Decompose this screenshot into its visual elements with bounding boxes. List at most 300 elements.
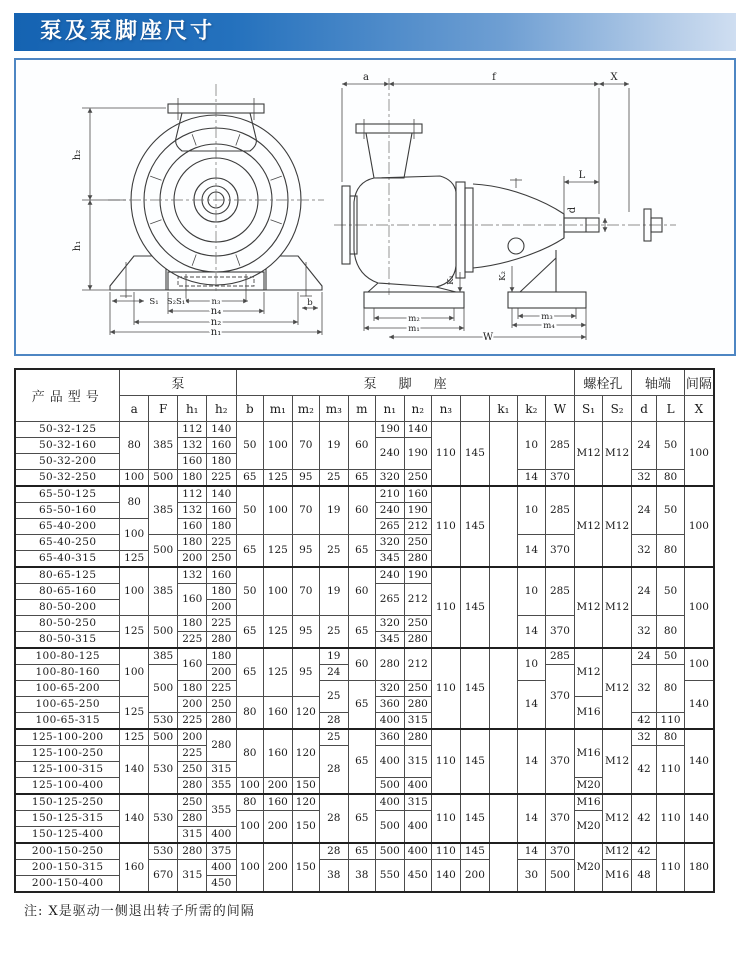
dim-cell: 160 <box>178 454 207 470</box>
dim-cell: 14 <box>517 843 546 860</box>
dim-cell: 145 <box>460 486 490 567</box>
dim-cell: 210 <box>376 486 405 503</box>
dim-cell: 200 <box>178 551 207 568</box>
dim-cell: 32 <box>631 616 656 649</box>
model-cell: 100-65-200 <box>15 681 120 697</box>
dim-cell: 10 <box>517 422 546 470</box>
model-cell: 100-65-315 <box>15 713 120 730</box>
dim-cell: 280 <box>178 811 207 827</box>
dim-cell <box>490 648 518 729</box>
dim-cell: 200 <box>264 843 293 892</box>
dim-cell: 225 <box>178 632 207 649</box>
dim-cell: M16 <box>574 794 603 811</box>
dim-cell: 28 <box>320 746 349 795</box>
dim-cell: 385 <box>148 422 178 470</box>
dim-label-w: W <box>482 332 494 343</box>
dim-cell <box>490 486 518 567</box>
model-cell: 125-100-315 <box>15 762 120 778</box>
dim-cell: M12 <box>603 794 632 843</box>
dim-cell: 250 <box>206 551 236 568</box>
column-header: m₁ <box>264 396 293 422</box>
dim-cell: 140 <box>120 794 149 843</box>
dim-cell: 42 <box>631 794 656 843</box>
dim-label-l: L <box>578 170 586 181</box>
dim-cell: 370 <box>546 535 575 568</box>
dim-cell: 65 <box>348 616 376 649</box>
dim-cell: 32 <box>631 470 656 487</box>
column-group-header: 产品型号 <box>15 369 120 422</box>
dim-cell: 280 <box>404 729 432 746</box>
dim-cell: 400 <box>376 746 405 778</box>
dim-cell: 225 <box>206 535 236 551</box>
dim-cell: 530 <box>148 746 178 795</box>
dim-cell: 500 <box>148 665 178 713</box>
dim-cell: M12 <box>574 648 603 697</box>
dim-cell: 145 <box>460 567 490 648</box>
dim-cell: 400 <box>206 827 236 844</box>
dim-cell: 285 <box>546 486 575 535</box>
dim-cell: M12 <box>603 567 632 648</box>
dim-cell: 65 <box>348 535 376 568</box>
dim-cell: 100 <box>264 422 293 470</box>
dim-cell: 25 <box>320 681 349 713</box>
dim-cell: 140 <box>684 681 714 730</box>
dim-cell: 10 <box>517 567 546 616</box>
dim-cell: 315 <box>178 860 207 893</box>
dim-cell: M16 <box>574 697 603 730</box>
dim-cell: 200 <box>178 697 207 713</box>
dim-cell: 190 <box>404 503 432 519</box>
dim-cell: 500 <box>148 535 178 568</box>
dim-cell: 38 <box>348 860 376 893</box>
dim-cell: M12 <box>574 567 603 648</box>
pump-side-view <box>334 72 676 343</box>
dim-cell: 50 <box>657 486 685 535</box>
dim-cell: 100 <box>120 648 149 697</box>
model-cell: 100-80-160 <box>15 665 120 681</box>
dim-cell: 400 <box>206 860 236 876</box>
dim-cell: 125 <box>264 648 293 697</box>
dim-cell: 145 <box>460 422 490 487</box>
table-row <box>15 729 714 746</box>
dim-cell: 250 <box>178 794 207 811</box>
dim-cell: 180 <box>684 843 714 892</box>
dim-cell: M20 <box>574 811 603 844</box>
dim-cell: 280 <box>404 632 432 649</box>
column-header: b <box>236 396 264 422</box>
dim-cell: 145 <box>460 648 490 729</box>
dim-cell: 145 <box>460 794 490 843</box>
dim-cell: 385 <box>148 648 178 665</box>
model-cell: 100-80-125 <box>15 648 120 665</box>
dim-cell: 125 <box>264 616 293 649</box>
dim-cell: 140 <box>684 729 714 794</box>
dim-cell: 80 <box>657 665 685 713</box>
model-cell: 50-32-160 <box>15 438 120 454</box>
column-header: h₁ <box>178 396 207 422</box>
dim-cell: 265 <box>376 519 405 535</box>
page-title: 泵及泵脚座尺寸 <box>14 13 736 51</box>
dim-cell: 50 <box>236 422 264 470</box>
dim-cell: 60 <box>348 648 376 681</box>
column-header: m₂ <box>292 396 320 422</box>
model-cell: 100-65-250 <box>15 697 120 713</box>
dim-cell: 38 <box>320 860 349 893</box>
dim-label-m4: m₄ <box>543 321 555 331</box>
table-row <box>15 567 714 584</box>
dim-cell: 180 <box>178 616 207 632</box>
model-cell: 125-100-400 <box>15 778 120 795</box>
dim-cell: 50 <box>657 567 685 616</box>
dim-cell: 530 <box>148 794 178 843</box>
dim-cell: 95 <box>292 470 320 487</box>
dim-cell: 285 <box>546 567 575 616</box>
dim-cell: M12 <box>603 648 632 729</box>
dim-cell: 160 <box>178 519 207 535</box>
dim-cell: 280 <box>404 551 432 568</box>
dim-cell: 370 <box>546 843 575 860</box>
dim-cell: 160 <box>404 486 432 503</box>
dim-cell: 250 <box>404 470 432 487</box>
dim-cell: 50 <box>657 648 685 665</box>
dim-cell: 100 <box>684 648 714 681</box>
dim-label-n4: n₄ <box>210 306 222 317</box>
dim-cell: 160 <box>206 567 236 584</box>
dim-cell: 120 <box>292 729 320 778</box>
dim-cell: 370 <box>546 794 575 843</box>
dim-cell: 25 <box>320 470 349 487</box>
column-header: k₂ <box>517 396 546 422</box>
dim-cell: 320 <box>376 470 405 487</box>
dim-cell: 25 <box>320 535 349 568</box>
model-cell: 50-32-200 <box>15 454 120 470</box>
dim-cell: 450 <box>206 876 236 893</box>
dim-cell: M12 <box>574 486 603 567</box>
dim-cell: 400 <box>376 794 405 811</box>
column-group-header: 泵脚座 <box>236 369 574 396</box>
dim-cell: 80 <box>120 486 149 519</box>
dim-cell: 100 <box>120 519 149 551</box>
dim-cell: 70 <box>292 567 320 616</box>
dim-cell: 400 <box>404 778 432 795</box>
dim-label-n1: n₁ <box>210 327 222 338</box>
dim-cell: 320 <box>376 681 405 697</box>
dim-cell: 315 <box>404 713 432 730</box>
dim-cell: 112 <box>178 422 207 438</box>
dimension-table <box>14 368 715 893</box>
model-cell: 125-100-200 <box>15 729 120 746</box>
dim-cell: 500 <box>148 729 178 746</box>
dim-cell: 125 <box>264 470 293 487</box>
dim-cell: 360 <box>376 729 405 746</box>
dim-cell: 28 <box>320 713 349 730</box>
dim-label-m1: m₁ <box>408 324 420 334</box>
footnote: 注: X是驱动一侧退出转子所需的间隔 <box>24 904 255 919</box>
dim-cell: 530 <box>148 843 178 860</box>
dim-label-b: b <box>307 298 313 308</box>
dim-label-h2: h₂ <box>72 149 83 161</box>
dim-cell: 80 <box>657 470 685 487</box>
dim-cell: 24 <box>631 486 656 535</box>
dim-cell: 28 <box>320 794 349 843</box>
dim-cell: 50 <box>236 486 264 535</box>
model-cell: 200-150-400 <box>15 876 120 893</box>
dim-cell: 370 <box>546 616 575 649</box>
dim-cell: M12 <box>603 843 632 860</box>
dim-cell: 100 <box>120 567 149 616</box>
table-row <box>15 422 714 438</box>
dim-cell: 550 <box>376 860 405 893</box>
dim-cell: 180 <box>178 470 207 487</box>
dim-cell: M16 <box>574 729 603 778</box>
model-cell: 50-32-125 <box>15 422 120 438</box>
dim-cell: 355 <box>206 778 236 795</box>
dim-cell: 19 <box>320 422 349 470</box>
dim-label-s1: S₁ <box>149 297 159 307</box>
dim-cell: 500 <box>376 778 405 795</box>
dim-label-d: d <box>567 206 578 214</box>
dim-label-m2: m₂ <box>408 314 420 324</box>
column-group-header: 螺栓孔 <box>574 369 631 396</box>
dim-cell: 190 <box>404 438 432 470</box>
dim-cell: 19 <box>320 567 349 616</box>
dim-cell: 180 <box>206 648 236 665</box>
dim-cell: M12 <box>603 486 632 567</box>
table-row <box>15 486 714 503</box>
column-header: m <box>348 396 376 422</box>
dim-cell: 200 <box>206 600 236 616</box>
dim-cell: 100 <box>684 567 714 648</box>
dim-cell: 500 <box>546 860 575 893</box>
dim-cell: 265 <box>376 584 405 616</box>
dim-label-m3: m₃ <box>541 312 553 322</box>
model-cell: 65-40-315 <box>15 551 120 568</box>
dim-label-h1: h₁ <box>72 240 83 252</box>
dim-cell: 25 <box>320 616 349 649</box>
dim-cell: 160 <box>120 843 149 892</box>
dim-cell: 180 <box>178 535 207 551</box>
dim-cell: 65 <box>236 470 264 487</box>
dim-cell: 125 <box>120 697 149 730</box>
dim-cell: 500 <box>376 843 405 860</box>
dim-label-k2: K₂ <box>498 271 508 281</box>
dim-cell: 110 <box>657 843 685 892</box>
dim-cell: 160 <box>206 503 236 519</box>
dim-cell: 125 <box>120 551 149 568</box>
dim-cell: 70 <box>292 486 320 535</box>
dim-cell: 65 <box>348 729 376 794</box>
dim-cell: 110 <box>432 567 461 648</box>
dim-cell: 400 <box>404 843 432 860</box>
model-cell: 150-125-315 <box>15 811 120 827</box>
dim-cell: 160 <box>264 697 293 730</box>
dim-cell: 110 <box>432 843 461 860</box>
dim-cell: 370 <box>546 470 575 487</box>
dim-cell: 285 <box>546 648 575 665</box>
dim-cell: 225 <box>206 681 236 697</box>
column-group-header: 泵 <box>120 369 236 396</box>
dim-cell: 125 <box>120 729 149 746</box>
dim-cell: 140 <box>206 422 236 438</box>
dim-cell: 100 <box>684 422 714 487</box>
dim-cell: 10 <box>517 486 546 535</box>
dim-cell: 100 <box>236 778 264 795</box>
dim-cell: 120 <box>292 697 320 730</box>
dim-cell: 180 <box>178 681 207 697</box>
dim-cell: 375 <box>206 843 236 860</box>
dim-label-k1: K₁ <box>446 275 456 285</box>
dim-cell: 280 <box>178 778 207 795</box>
dim-cell: 65 <box>348 470 376 487</box>
dim-cell: 320 <box>376 616 405 632</box>
dim-cell: 360 <box>376 697 405 713</box>
dim-label-f: f <box>492 72 496 83</box>
dim-cell: 110 <box>657 794 685 843</box>
dim-cell: 110 <box>657 746 685 795</box>
model-cell: 150-125-250 <box>15 794 120 811</box>
dim-cell: 190 <box>376 422 405 438</box>
model-cell: 65-50-160 <box>15 503 120 519</box>
dim-cell <box>490 422 518 487</box>
model-cell: 150-125-400 <box>15 827 120 844</box>
dim-cell: 60 <box>348 486 376 535</box>
dim-cell: 250 <box>404 681 432 697</box>
column-header: F <box>148 396 178 422</box>
column-header: n₁ <box>376 396 405 422</box>
dim-cell: M12 <box>603 422 632 487</box>
dim-cell: 355 <box>206 794 236 827</box>
dim-cell: M16 <box>603 860 632 893</box>
dim-cell: 315 <box>404 794 432 811</box>
column-header: L <box>657 396 685 422</box>
column-header: S₂ <box>603 396 632 422</box>
dim-cell: M12 <box>603 729 632 794</box>
column-header: n₃ <box>432 396 461 422</box>
dim-cell: 10 <box>517 648 546 681</box>
pump-front-view <box>72 84 324 338</box>
dim-cell: 100 <box>264 567 293 616</box>
dim-cell: 95 <box>292 648 320 697</box>
dim-cell: 200 <box>460 860 490 893</box>
dim-cell: 32 <box>631 535 656 568</box>
pump-drawings <box>16 60 718 350</box>
dim-cell: 500 <box>148 616 178 649</box>
dim-cell: 200 <box>264 811 293 844</box>
dim-cell: 110 <box>432 794 461 843</box>
dim-cell: 145 <box>460 729 490 794</box>
dim-cell: 670 <box>148 860 178 893</box>
dim-cell: 320 <box>376 535 405 551</box>
dim-cell: 100 <box>120 470 149 487</box>
dim-cell: 14 <box>517 535 546 568</box>
dim-cell: 80 <box>120 422 149 470</box>
dim-cell: 250 <box>404 535 432 551</box>
dim-cell: 19 <box>320 648 349 665</box>
dim-cell: 240 <box>376 567 405 584</box>
dim-cell: 14 <box>517 470 546 487</box>
dim-cell: 28 <box>320 843 349 860</box>
dim-cell: 132 <box>178 503 207 519</box>
dim-cell: 48 <box>631 860 656 893</box>
dim-cell: 280 <box>178 843 207 860</box>
dim-cell: 14 <box>517 794 546 843</box>
dim-cell: 50 <box>657 422 685 470</box>
dim-cell: 70 <box>292 422 320 470</box>
dim-cell: 160 <box>178 648 207 681</box>
dim-cell: 65 <box>236 616 264 649</box>
dim-cell: 80 <box>236 729 264 778</box>
model-cell: 80-50-250 <box>15 616 120 632</box>
dim-cell: 42 <box>631 843 656 860</box>
dim-cell: 24 <box>320 665 349 681</box>
dim-cell: 225 <box>178 746 207 762</box>
dim-cell: 200 <box>178 729 207 746</box>
dim-cell: 212 <box>404 584 432 616</box>
column-header: S₁ <box>574 396 603 422</box>
dim-cell: 80 <box>657 616 685 649</box>
dim-cell: 150 <box>292 811 320 844</box>
dim-cell: 145 <box>460 843 490 860</box>
dim-cell: 212 <box>404 648 432 681</box>
dim-cell: 24 <box>631 422 656 470</box>
table-row <box>15 648 714 665</box>
dim-cell: 95 <box>292 616 320 649</box>
dim-cell: 280 <box>206 632 236 649</box>
dim-cell: 315 <box>178 827 207 844</box>
dim-cell <box>490 729 518 794</box>
dim-cell: 125 <box>264 535 293 568</box>
dim-cell: 42 <box>631 713 656 730</box>
column-header: k₁ <box>490 396 518 422</box>
dim-cell: 32 <box>631 665 656 713</box>
dim-cell: 60 <box>348 567 376 616</box>
model-cell: 65-50-125 <box>15 486 120 503</box>
dim-cell: 225 <box>206 470 236 487</box>
dim-cell: 280 <box>206 729 236 762</box>
dim-cell: 250 <box>404 616 432 632</box>
dim-cell: 315 <box>206 762 236 778</box>
dim-cell: 200 <box>206 665 236 681</box>
dim-cell: 19 <box>320 486 349 535</box>
dim-cell: 180 <box>206 584 236 600</box>
dim-cell: 65 <box>236 535 264 568</box>
dim-cell: 80 <box>236 794 264 811</box>
dim-cell: 132 <box>178 567 207 584</box>
column-header: n₂ <box>404 396 432 422</box>
column-header <box>460 396 490 422</box>
model-cell: 65-40-200 <box>15 519 120 535</box>
dim-cell: 160 <box>206 438 236 454</box>
dim-cell: 345 <box>376 632 405 649</box>
dim-cell: 100 <box>236 843 264 892</box>
dim-cell: 65 <box>348 681 376 730</box>
dim-cell: 112 <box>178 486 207 503</box>
dim-cell: 385 <box>148 567 178 616</box>
dim-cell: 65 <box>348 794 376 843</box>
dim-cell: 110 <box>432 729 461 794</box>
dim-cell: 225 <box>206 616 236 632</box>
dim-cell: 345 <box>376 551 405 568</box>
dim-cell: 110 <box>432 648 461 729</box>
dim-label-n2: n₂ <box>210 317 222 328</box>
dim-label-x: X <box>610 72 618 83</box>
dim-cell <box>490 567 518 648</box>
dim-cell: 125 <box>120 616 149 649</box>
dim-cell: 280 <box>376 648 405 681</box>
dim-cell: 42 <box>631 746 656 795</box>
dim-cell: 250 <box>178 762 207 778</box>
model-cell: 80-65-125 <box>15 567 120 584</box>
